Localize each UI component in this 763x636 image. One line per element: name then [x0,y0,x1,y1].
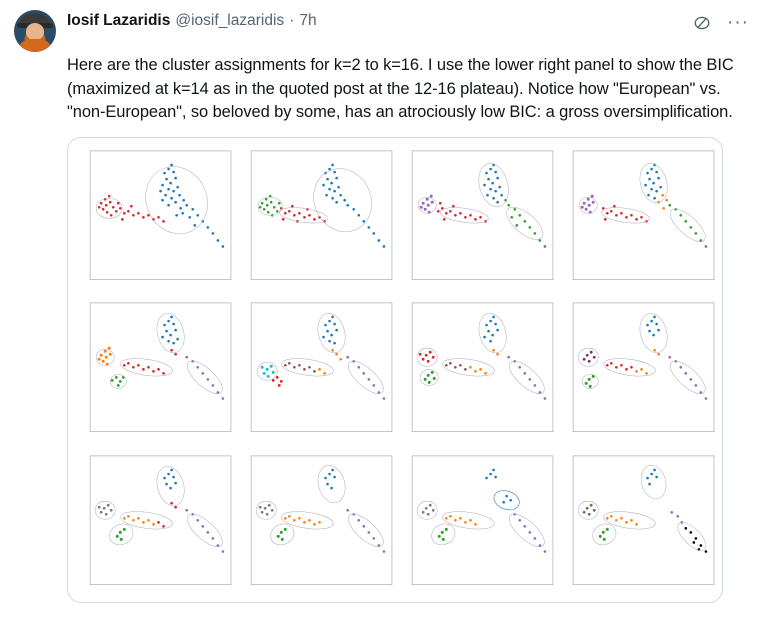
tweet-text: Here are the cluster assignments for k=2 to k=16. I use the lower right panel to show the BIC (maximized at k=14 as in the quoted post at the 12-16 plateau). Notice how "European" vs. "non-European", so beloved by some, has an atrociously low BIC: a gross oversimplification. [67,56,734,121]
cluster-panel[interactable] [398,296,559,449]
scatter-plot [76,144,237,297]
scatter-plot [237,449,398,602]
author-handle[interactable]: @iosif_lazaridis [175,12,285,29]
cluster-panel[interactable] [76,296,237,449]
timestamp[interactable]: 7h [299,12,317,29]
scatter-plot [398,296,559,449]
more-options-icon[interactable]: ··· [727,12,749,33]
tweet-media[interactable] [67,137,723,603]
cluster-panel[interactable] [237,144,398,297]
cluster-panel[interactable] [398,449,559,602]
cluster-panel[interactable] [398,144,559,297]
avatar-body-icon [17,39,53,52]
cluster-panel[interactable] [76,144,237,297]
scatter-plot [398,449,559,602]
cluster-panel[interactable] [237,296,398,449]
scatter-plot [76,296,237,449]
meta-separator: · [289,12,295,29]
cluster-panel[interactable] [559,449,720,602]
scatter-plot [237,296,398,449]
cluster-panel[interactable] [559,296,720,449]
author-line [67,11,749,31]
avatar[interactable] [14,10,56,52]
author-display-name[interactable]: Iosif Lazaridis [67,12,171,29]
grok-icon[interactable] [693,14,711,32]
scatter-plot [398,144,559,297]
avatar-face-icon [26,23,44,40]
cluster-panel[interactable] [559,144,720,297]
tweet-header [14,10,749,52]
cluster-panel[interactable] [237,449,398,602]
scatter-plot [559,449,720,602]
scatter-plot [76,449,237,602]
scatter-plot [237,144,398,297]
scatter-plot [559,144,720,297]
cluster-panel-grid [68,138,722,602]
tweet-header-actions [693,14,749,32]
cluster-panel[interactable] [76,449,237,602]
scatter-plot [559,296,720,449]
